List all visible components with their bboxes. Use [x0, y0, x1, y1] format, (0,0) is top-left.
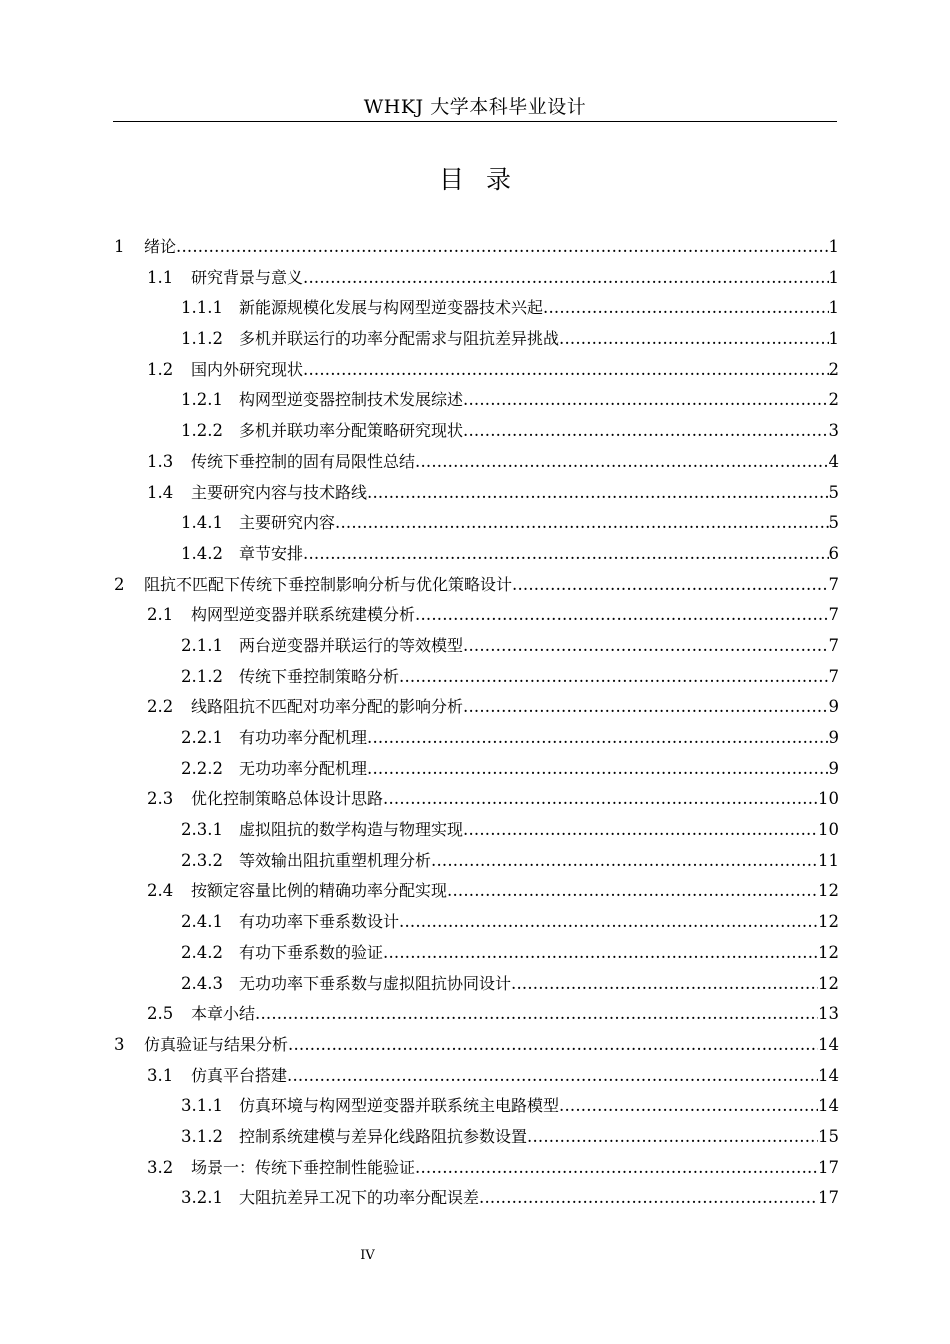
toc-entry-number: 2.3.2: [181, 850, 223, 870]
toc-entry-title: 仿真平台搭建: [191, 1065, 288, 1085]
toc-dot-leader: [383, 938, 818, 969]
toc-entry[interactable]: [114, 355, 839, 386]
toc-entry-number: 1.1.1: [181, 298, 223, 318]
toc-entry-number: 2.4.2: [181, 942, 223, 962]
toc-entry-number: 2.3.1: [181, 820, 223, 840]
toc-dot-leader: [367, 478, 828, 509]
toc-entry-page: 12: [818, 881, 839, 901]
toc-entry-page: 2: [828, 359, 839, 379]
toc-entry[interactable]: [114, 478, 839, 509]
toc-entry-number: 1.4.2: [181, 543, 223, 563]
toc-entry-page: 7: [828, 605, 839, 625]
toc-entry-number: 2.2.2: [181, 758, 223, 778]
toc-entry-number: 2.2: [147, 697, 174, 717]
toc-dot-leader: [383, 784, 818, 815]
toc-entry-page: 17: [818, 1157, 839, 1177]
toc-entry-title: 仿真环境与构网型逆变器并联系统主电路模型: [239, 1096, 560, 1116]
toc-entry-title: 构网型逆变器控制技术发展综述: [239, 390, 464, 410]
toc-entry-title: 虚拟阻抗的数学构造与物理实现: [239, 820, 464, 840]
toc-entry[interactable]: [114, 1091, 839, 1122]
toc-entry[interactable]: [114, 692, 839, 723]
toc-dot-leader: [367, 723, 828, 754]
toc-entry-page: 13: [818, 1004, 839, 1024]
toc-entry-page: 10: [818, 820, 839, 840]
toc-dot-leader: [463, 815, 818, 846]
toc-entry-page: 11: [818, 850, 839, 870]
toc-entry[interactable]: [114, 1030, 839, 1061]
toc-entry-title: 有功功率下垂系数设计: [239, 912, 400, 932]
toc-entry[interactable]: [114, 539, 839, 570]
toc-entry-title: 构网型逆变器并联系统建模分析: [191, 605, 416, 625]
page-footer: [0, 1246, 735, 1266]
toc-entry-title: 优化控制策略总体设计思路: [191, 789, 384, 809]
toc-entry-title: 研究背景与意义: [191, 267, 304, 287]
toc-dot-leader: [447, 876, 818, 907]
toc-entry-title: 无功功率分配机理: [239, 758, 368, 778]
toc-entry[interactable]: [114, 447, 839, 478]
toc-entry-number: 3: [114, 1034, 125, 1054]
toc-dot-leader: [415, 600, 828, 631]
toc-entry-page: 1: [828, 329, 839, 349]
toc-entry-page: 9: [828, 697, 839, 717]
page-title: 目录: [438, 165, 533, 194]
toc-entry-title: 有功下垂系数的验证: [239, 942, 384, 962]
toc-entry-number: 1.2: [147, 359, 174, 379]
toc-entry[interactable]: [114, 508, 839, 539]
header-title: WHKJ 大学本科毕业设计: [363, 96, 587, 118]
toc-entry[interactable]: [114, 754, 839, 785]
toc-entry-number: 1.2.1: [181, 390, 223, 410]
toc-entry-page: 9: [828, 728, 839, 747]
toc-entry-number: 2.3: [147, 789, 174, 809]
toc-dot-leader: [559, 1091, 818, 1122]
toc-entry-title: 新能源规模化发展与构网型逆变器技术兴起: [239, 298, 544, 318]
toc-dot-leader: [288, 1030, 818, 1061]
toc-entry-number: 1.3: [147, 451, 174, 471]
toc-entry-number: 1.4: [147, 482, 174, 502]
toc-dot-leader: [287, 1061, 818, 1092]
toc-dot-leader: [176, 232, 828, 263]
footer-page-number: IV: [360, 1248, 375, 1263]
toc-entry-number: 3.2: [147, 1157, 174, 1177]
toc-entry-title: 场景一：传统下垂控制性能验证: [191, 1157, 416, 1177]
toc-entry-page: 3: [828, 421, 839, 441]
toc-entry-page: 7: [828, 574, 839, 594]
toc-entry[interactable]: [114, 784, 839, 815]
toc-entry-page: 14: [818, 1096, 839, 1116]
toc-entry-title: 章节安排: [239, 543, 304, 563]
toc-entry-title: 主要研究内容: [239, 513, 336, 533]
toc-entry-number: 2.4.3: [181, 973, 223, 993]
toc-dot-leader: [415, 447, 828, 478]
toc-entry-title: 本章小结: [191, 1004, 256, 1024]
toc-entry[interactable]: [114, 570, 839, 601]
toc-dot-leader: [399, 907, 818, 938]
toc-entry[interactable]: [114, 969, 839, 1000]
toc-entry-page: 9: [828, 758, 839, 778]
toc-entry[interactable]: [114, 600, 839, 631]
toc-entry-page: 6: [828, 543, 839, 563]
toc-entry-number: 2.1.2: [181, 666, 223, 686]
toc-entry[interactable]: [114, 1153, 839, 1184]
toc-entry-title: 国内外研究现状: [191, 359, 304, 379]
toc-entry-title: 等效输出阻抗重塑机理分析: [239, 850, 432, 870]
toc-entry-title: 线路阻抗不匹配对功率分配的影响分析: [191, 697, 464, 717]
toc-entry-page: 12: [818, 973, 839, 993]
toc-entry-title: 两台逆变器并联运行的等效模型: [239, 635, 464, 655]
toc-entry-number: 2.2.1: [181, 728, 223, 747]
toc-entry-page: 14: [818, 1065, 839, 1085]
toc-dot-leader: [512, 570, 828, 601]
toc-entry[interactable]: [114, 631, 839, 662]
toc-entry-title: 阻抗不匹配下传统下垂控制影响分析与优化策略设计: [144, 574, 513, 594]
toc-entry-title: 无功功率下垂系数与虚拟阻抗协同设计: [239, 973, 512, 993]
toc-entry-title: 仿真验证与结果分析: [144, 1034, 289, 1054]
toc-entry-page: 17: [818, 1188, 839, 1208]
toc-dot-leader: [431, 846, 818, 877]
toc-entry-page: 1: [828, 237, 839, 256]
toc-entry-page: 2: [828, 390, 839, 410]
toc-entry-title: 绪论: [144, 237, 177, 256]
toc-entry[interactable]: [114, 293, 839, 324]
toc-entry[interactable]: [114, 999, 839, 1030]
toc-dot-leader: [527, 1122, 818, 1153]
toc-entry-page: 7: [828, 635, 839, 655]
toc-entry-page: 5: [828, 513, 839, 533]
toc-entry-title: 多机并联运行的功率分配需求与阻抗差异挑战: [239, 329, 560, 349]
toc-dot-leader: [335, 508, 828, 539]
toc-dot-leader: [303, 263, 828, 294]
toc-entry[interactable]: [114, 938, 839, 969]
toc-dot-leader: [303, 355, 828, 386]
toc-entry-number: 2.4.1: [181, 912, 223, 932]
toc-entry-number: 2.1: [147, 605, 174, 625]
toc-entry[interactable]: [114, 232, 839, 263]
toc-entry-page: 10: [818, 789, 839, 809]
toc-entry-number: 3.2.1: [181, 1188, 223, 1208]
toc-entry-number: 1.1: [147, 267, 174, 287]
toc-entry-title: 传统下垂控制策略分析: [239, 666, 400, 686]
toc-entry-page: 4: [828, 451, 839, 471]
toc-entry-title: 大阻抗差异工况下的功率分配误差: [239, 1188, 480, 1208]
toc-dot-leader: [463, 692, 828, 723]
toc-dot-leader: [511, 969, 818, 1000]
toc-entry-page: 15: [818, 1126, 839, 1146]
toc-entry-number: 3.1.2: [181, 1126, 223, 1146]
toc-entry-page: 14: [818, 1034, 839, 1054]
toc-entry-title: 主要研究内容与技术路线: [191, 482, 368, 502]
toc-dot-leader: [463, 631, 828, 662]
toc-entry-number: 2: [114, 574, 125, 594]
toc-dot-leader: [479, 1183, 818, 1214]
toc-entry-number: 2.4: [147, 881, 174, 901]
toc-entry[interactable]: [114, 876, 839, 907]
toc-dot-leader: [255, 999, 818, 1030]
toc-entry-title: 传统下垂控制的固有局限性总结: [191, 451, 416, 471]
toc-entry-page: 7: [828, 666, 839, 686]
toc-entry-title: 按额定容量比例的精确功率分配实现: [191, 881, 448, 901]
toc-entry[interactable]: [114, 1183, 839, 1214]
toc-entry-number: 3.1: [147, 1065, 174, 1085]
toc-entry-number: 1.4.1: [181, 513, 223, 533]
toc-entry-title: 控制系统建模与差异化线路阻抗参数设置: [239, 1126, 528, 1146]
toc-entry[interactable]: [114, 723, 839, 754]
toc-dot-leader: [415, 1153, 818, 1184]
toc-entry-page: 1: [828, 267, 839, 287]
toc-dot-leader: [399, 662, 828, 693]
toc-entry[interactable]: [114, 1061, 839, 1092]
toc-dot-leader: [543, 293, 828, 324]
toc-dot-leader: [463, 385, 828, 416]
toc-entry-title: 有功功率分配机理: [239, 728, 368, 747]
page-header: [113, 92, 837, 122]
toc-dot-leader: [303, 539, 828, 570]
toc-entry-page: 12: [818, 912, 839, 932]
toc-entry-page: 5: [828, 482, 839, 502]
toc-entry-number: 1.1.2: [181, 329, 223, 349]
toc-entry[interactable]: [114, 1122, 839, 1153]
toc-entry-number: 2.1.1: [181, 635, 223, 655]
toc-entry[interactable]: [114, 263, 839, 294]
table-of-contents: [114, 232, 839, 1214]
toc-entry-number: 2.5: [147, 1004, 174, 1024]
toc-entry-number: 3.1.1: [181, 1096, 223, 1116]
toc-dot-leader: [559, 324, 828, 355]
toc-entry[interactable]: [114, 815, 839, 846]
toc-entry[interactable]: [114, 662, 839, 693]
toc-entry-title: 多机并联功率分配策略研究现状: [239, 421, 464, 441]
toc-entry-number: 1: [114, 237, 125, 256]
toc-entry-page: 12: [818, 942, 839, 962]
toc-dot-leader: [367, 754, 828, 785]
toc-entry-number: 1.2.2: [181, 421, 223, 441]
toc-entry[interactable]: [114, 907, 839, 938]
toc-entry-page: 1: [828, 298, 839, 318]
toc-dot-leader: [463, 416, 828, 447]
toc-entry[interactable]: [114, 385, 839, 416]
toc-entry[interactable]: [114, 846, 839, 877]
toc-entry[interactable]: [114, 416, 839, 447]
toc-entry[interactable]: [114, 324, 839, 355]
